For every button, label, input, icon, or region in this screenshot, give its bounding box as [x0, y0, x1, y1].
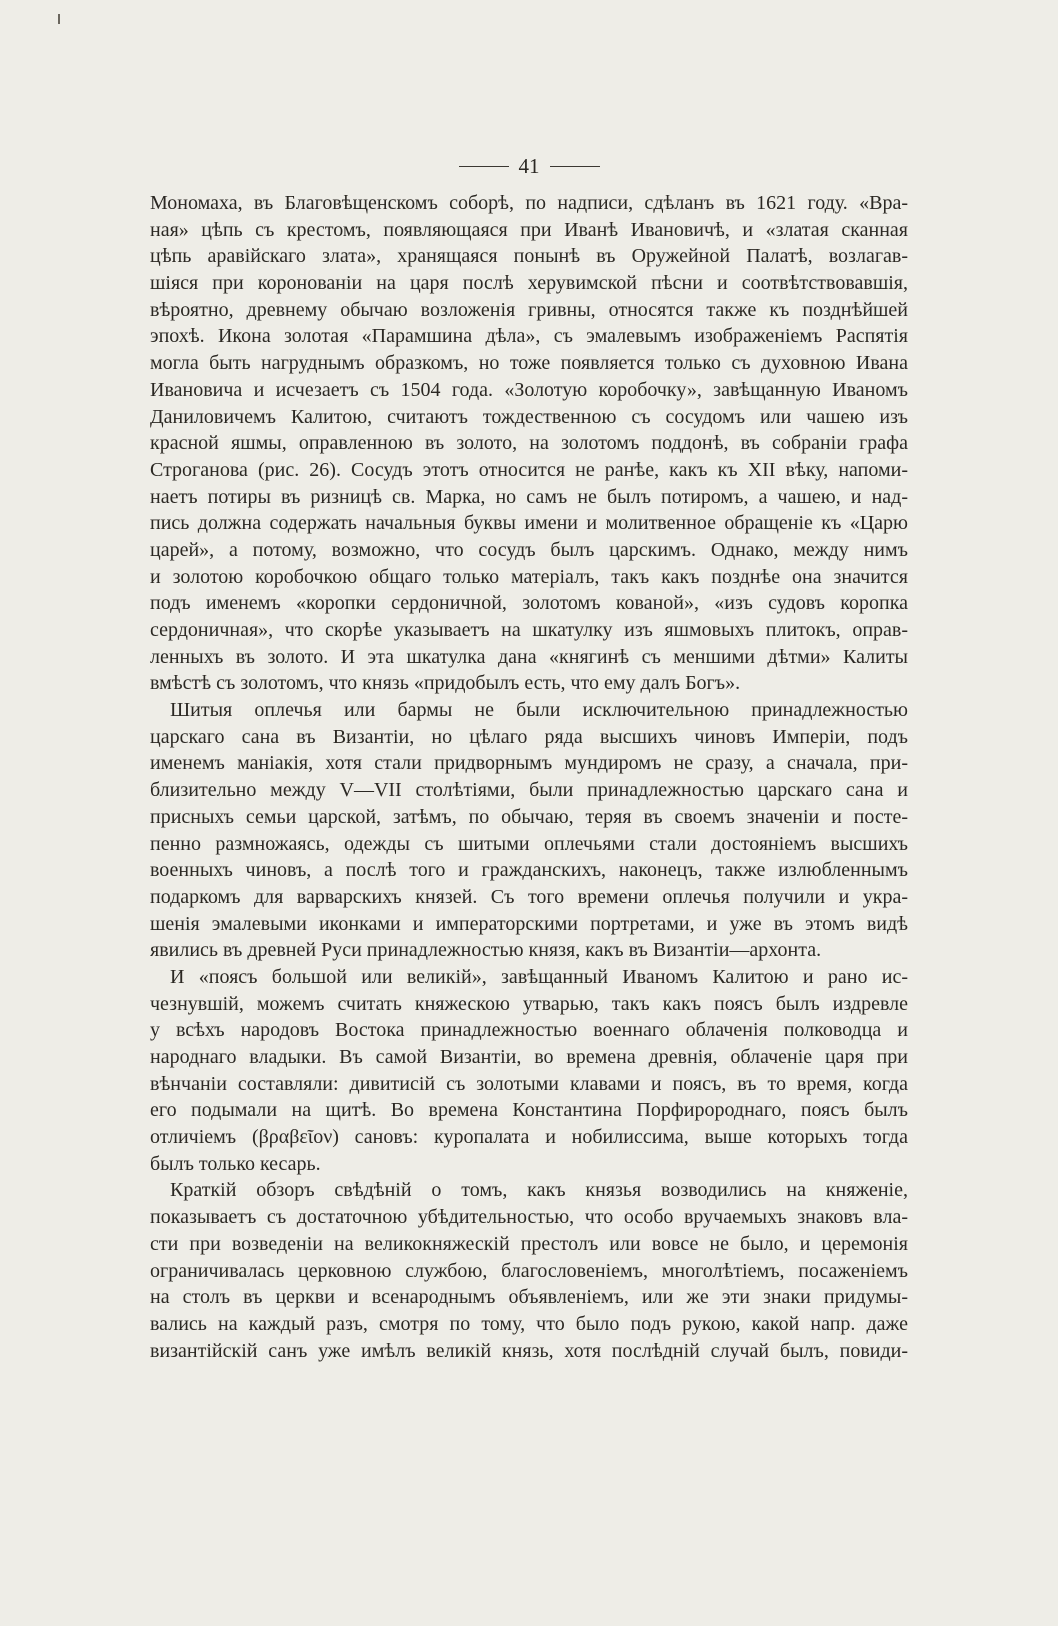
text-line: красной яшмы, оправленною въ золото, на золотомъ поддонѣ, въ собраніи графа — [150, 432, 908, 455]
paragraph — [150, 697, 908, 964]
paragraph — [150, 1177, 908, 1364]
text-line: сердоничная», что скорѣе указываетъ на шкатулку изъ яшмовыхъ плитокъ, оправ- — [150, 619, 908, 641]
text-line: былъ только кесарь. — [150, 1152, 321, 1175]
paragraph — [150, 190, 908, 697]
text-line: Мономаха, въ Благовѣщенскомъ соборѣ, по надписи, сдѣланъ въ 1621 году. «Вра- — [150, 192, 908, 214]
text-line: именемъ маніакія, хотя стали придворнымъ мундиромъ не сразу, а сначала, при- — [150, 752, 908, 775]
text-line: Шитыя оплечья или бармы не были исключительною принадлежностью — [170, 699, 908, 722]
text-line: ограничивалась церковною службою, благословеніемъ, многолѣтіемъ, посаженіемъ — [150, 1259, 908, 1282]
header-rule-right — [550, 166, 600, 167]
text-line: шіяся при коронованіи на царя послѣ херувимской пѣсни и соотвѣтствовавшія, — [150, 272, 908, 295]
text-line: Строганова (рис. 26). Сосудъ этотъ относится не ранѣе, какъ къ XII вѣку, напоми- — [150, 458, 908, 481]
text-line: византійскій санъ уже имѣлъ великій князь, хотя послѣдній случай былъ, повиди- — [150, 1339, 908, 1362]
page-header — [0, 154, 1058, 178]
text-line: наетъ потиры въ ризницѣ св. Марка, но самъ не былъ потиромъ, а чашею, и над- — [150, 485, 908, 508]
text-line: могла быть нагруднымъ образкомъ, но тоже появляется только съ духовною Ивана — [150, 352, 908, 375]
text-line: сти при возведеніи на великокняжескій престолъ или вовсе не было, и церемонія — [150, 1232, 908, 1255]
text-line: ленныхъ въ золото. И эта шкатулка дана «княгинѣ съ меншими дѣтми» Калиты — [150, 645, 908, 668]
text-line: отличіемъ (βραβεῖον) сановъ: куропалата и нобилиссима, выше которыхъ тогда — [150, 1126, 908, 1149]
text-line: на столъ въ церкви и всенароднымъ объявленіемъ, или же эти знаки придумы- — [150, 1286, 908, 1309]
text-line: близительно между V—VII столѣтіями, были принадлежностью царскаго сана и — [150, 779, 908, 802]
text-line: подаркомъ для варварскихъ князей. Съ того времени оплечья получили и укра- — [150, 885, 908, 908]
text-line: военныхъ чиновъ, а послѣ того и гражданскихъ, наконецъ, также излюбленнымъ — [150, 859, 908, 882]
header-rule-left — [459, 166, 509, 167]
text-line: царей», а потому, возможно, что сосудъ былъ царскимъ. Однако, между нимъ — [150, 538, 908, 561]
text-line: Ивановича и исчезаетъ съ 1504 года. «Золотую коробочку», завѣщанную Иваномъ — [150, 378, 908, 401]
margin-mark — [58, 14, 60, 24]
text-line: чезнувшій, можемъ считать княжескою утварью, такъ какъ поясъ былъ издревле — [150, 992, 908, 1015]
text-line: Краткій обзоръ свѣдѣній о томъ, какъ князья возводились на княженіе, — [170, 1179, 908, 1202]
text-line: показываетъ съ достаточною убѣдительностью, что особо вручаемыхъ знаковъ вла- — [150, 1206, 908, 1229]
body-text — [150, 190, 908, 1364]
text-line: шенія эмалевыми иконками и императорскими портретами, и уже въ этомъ видѣ — [150, 912, 908, 935]
text-line: у всѣхъ народовъ Востока принадлежностью военнаго облаченія полководца и — [150, 1019, 908, 1042]
text-line: и золотою коробочкою общаго только матеріалъ, такъ какъ позднѣе она значится — [150, 565, 908, 588]
text-line: присныхъ семьи царской, затѣмъ, по обычаю, теряя въ своемъ значеніи и посте- — [150, 805, 908, 828]
text-line: цѣпь аравійскаго злата», хранящаяся понынѣ въ Оружейной Палатѣ, возлагав- — [150, 245, 908, 268]
text-line: И «поясъ большой или великій», завѣщанный Иваномъ Калитою и рано ис- — [170, 965, 908, 988]
text-line: вмѣстѣ съ золотомъ, что князь «придобылъ есть, что ему далъ Богъ». — [150, 672, 741, 695]
text-line: явились въ древней Руси принадлежностью князя, какъ въ Византіи—архонта. — [150, 939, 822, 962]
text-line: Даниловичемъ Калитою, считаютъ тождественною съ сосудомъ или чашею изъ — [150, 405, 908, 428]
text-line: царскаго сана въ Византіи, но цѣлаго ряда высшихъ чиновъ Имперіи, подъ — [150, 725, 908, 748]
text-line: пись должна содержать начальныя буквы имени и молитвенное обращеніе къ «Царю — [150, 512, 908, 535]
text-line: его подымали на щитѣ. Во времена Константина Порфиророднаго, поясъ былъ — [150, 1099, 908, 1122]
text-line: народнаго владыки. Въ самой Византіи, во времена древнія, облаченіе царя при — [150, 1046, 908, 1068]
text-line: пенно размножаясь, одежды съ шитыми оплечьями стали достояніемъ высшихъ — [150, 832, 908, 855]
text-line: вались на каждый разъ, смотря по тому, что было подъ рукою, какой напр. даже — [150, 1312, 908, 1335]
page-number: 41 — [518, 154, 540, 178]
text-line: эпохѣ. Икона золотая «Парамшина дѣла», съ эмалевымъ изображеніемъ Распятія — [150, 325, 908, 348]
text-line: вѣнчаніи составляли: дивитисій съ золотыми клавами и поясъ, въ то время, когда — [150, 1072, 908, 1095]
text-line: подъ именемъ «коропки сердоничной, золотомъ кованой», «изъ судовъ коропка — [150, 592, 908, 615]
text-line: вѣроятно, древнему обычаю возложенія гривны, относятся также къ позднѣйшей — [150, 298, 908, 321]
text-line: ная» цѣпь съ крестомъ, появляющаяся при Иванѣ Ивановичѣ, и «златая сканная — [150, 218, 908, 241]
paragraph — [150, 964, 908, 1178]
